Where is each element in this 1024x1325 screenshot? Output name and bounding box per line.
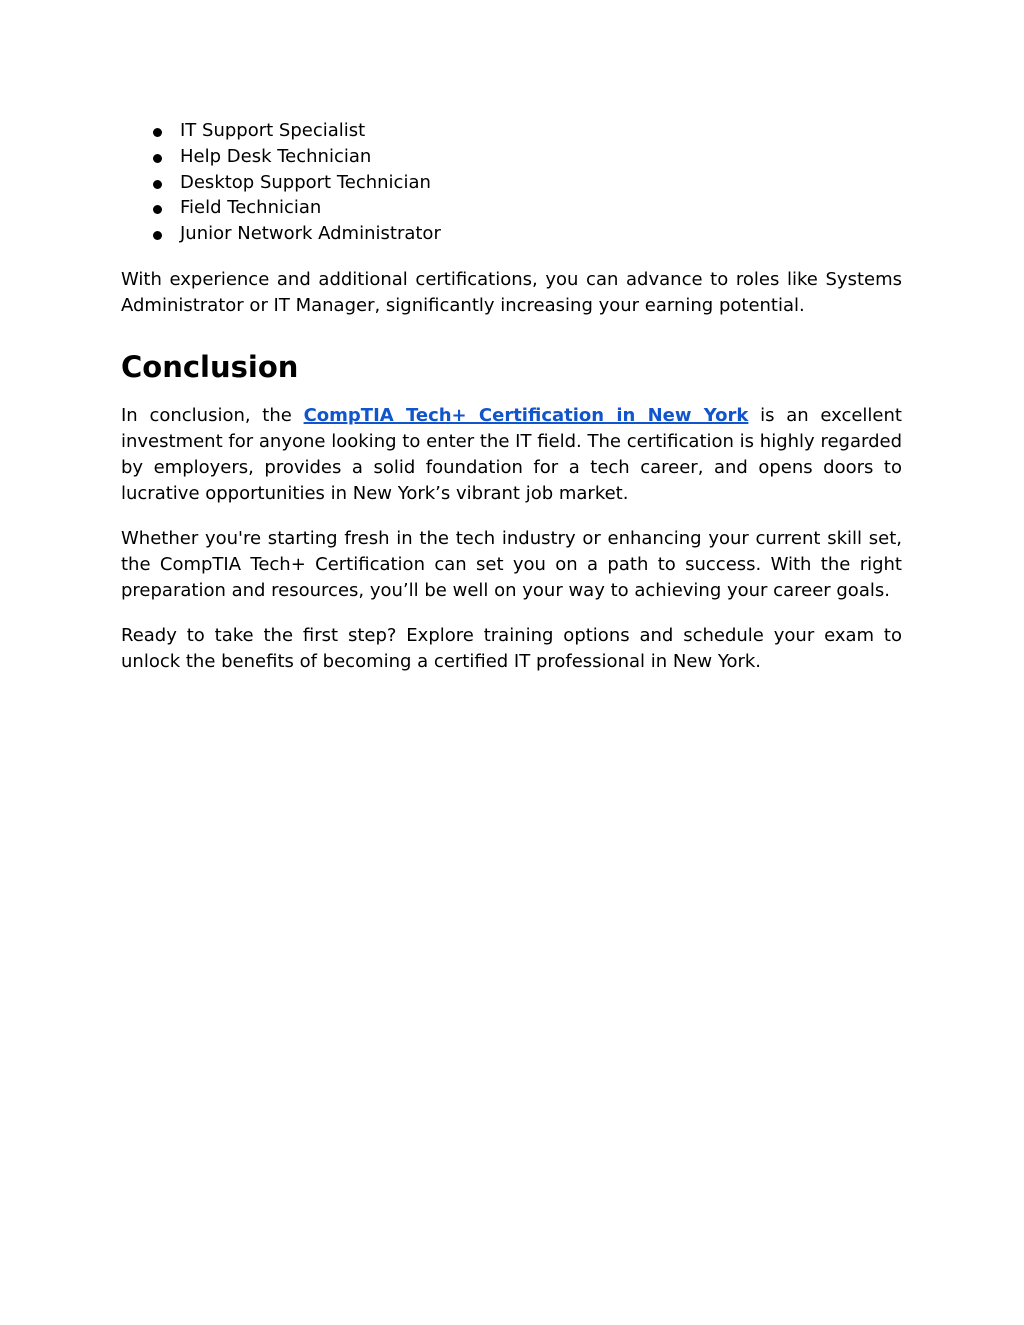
advance-paragraph: With experience and additional certifications, you can advance to roles like Systems Administrator or IT Manager, significantly increasing your earning potential. [121,268,902,316]
list-item [121,170,902,196]
list-item-text: Junior Network Administrator [180,223,441,245]
job-roles-list [121,118,902,247]
bullet-icon [153,205,162,214]
bullet-icon [153,128,162,137]
conclusion-paragraph [121,403,902,506]
list-item [121,195,902,221]
bullet-icon [153,180,162,189]
bullet-icon [153,231,162,240]
certification-link[interactable]: CompTIA Tech+ Certification in New York [303,405,749,427]
document-page [121,118,902,675]
whether-paragraph: Whether you're starting fresh in the tech industry or enhancing your current skill set, the CompTIA Tech+ Certification can set you on a path to success. With the right preparation and resources, you’ll be well on your way to achieving your career goals. [121,528,902,601]
list-item [121,118,902,144]
bullet-icon [153,154,162,163]
conclusion-text-after: is an excellent investment for anyone looking to enter the IT field. The certification is highly regarded by employers, provides a solid foundation for a tech career, and opens doors to lucrative opportunities in New York’s vibrant job market. [121,405,902,504]
list-item [121,144,902,170]
section-heading: Conclusion [121,350,299,385]
list-item-text: Help Desk Technician [180,145,372,167]
list-item-text: Field Technician [180,197,322,219]
list-item [121,221,902,247]
list-item-text: Desktop Support Technician [180,171,431,193]
conclusion-text-before: In conclusion, the [121,405,304,427]
list-item-text: IT Support Specialist [180,120,366,141]
ready-paragraph: Ready to take the first step? Explore training options and schedule your exam to unlock the benefits of becoming a certified IT professional in New York. [121,625,902,673]
